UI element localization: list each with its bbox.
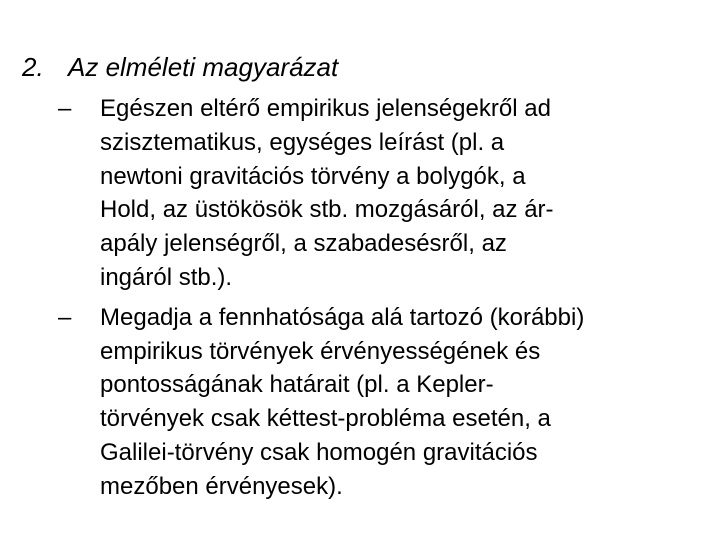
bullet-text-line: Hold, az üstökösök stb. mozgásáról, az ár- [100, 196, 554, 224]
bullet-list [58, 92, 710, 510]
bullet-dash: – [58, 95, 72, 122]
bullet-text-line: empirikus törvények érvényességének és [100, 337, 541, 365]
section-heading [22, 50, 338, 84]
section-title: Az elméleti magyarázat [68, 52, 339, 82]
bullet-text-line: mezőben érvényesek). [100, 472, 343, 500]
section-number: 2. [22, 52, 44, 82]
bullet-dash: – [58, 303, 72, 331]
bullet-text-line: pontosságának határait (pl. a Kepler- [100, 371, 494, 399]
bullet-text-line: Egészen eltérő empirikus jelenségekről ad [100, 95, 551, 122]
bullet-item [58, 92, 710, 295]
bullet-text-line: Megadja a fennhatósága alá tartozó (korábbi) [100, 303, 585, 331]
bullet-text-line: ingáról stb.). [100, 263, 233, 291]
bullet-text-line: newtoni gravitációs törvény a bolygók, a [100, 162, 526, 190]
bullet-text-line: Galilei-törvény csak homogén gravitációs [100, 438, 538, 466]
bullet-item [58, 301, 710, 504]
bullet-text-line: apály jelenségről, a szabadesésről, az [100, 230, 507, 258]
bullet-text-line: szisztematikus, egységes leírást (pl. a [100, 128, 505, 156]
bullet-text-line: törvények csak kéttest-probléma esetén, a [100, 405, 551, 433]
